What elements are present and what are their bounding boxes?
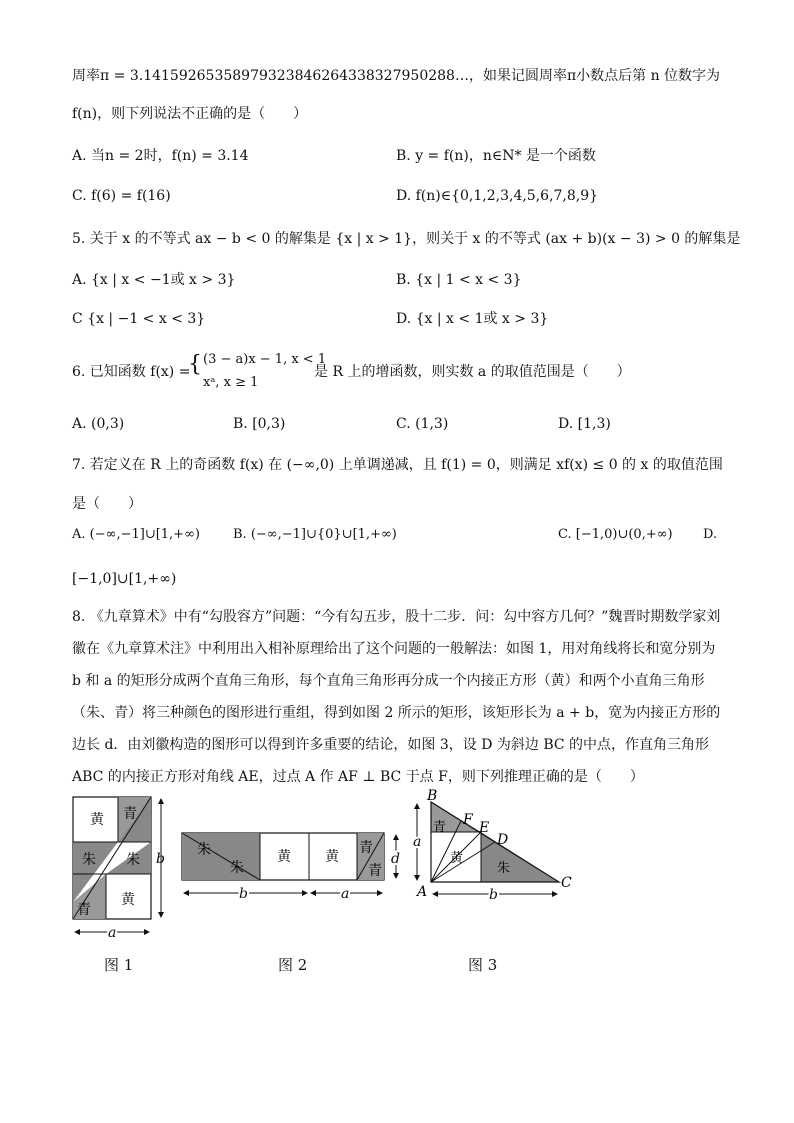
fig3-b-label: b: [489, 887, 498, 903]
figure-1: [64, 790, 174, 940]
q4-option-d: D. f(n)∈{0,1,2,3,4,5,6,7,8,9}: [396, 188, 599, 204]
q4-option-a: A. 当n = 2时，f(n) = 3.14: [72, 148, 249, 164]
q7-line1: 7. 若定义在 R 上的奇函数 f(x) 在 (−∞,0) 上单调递减，且 f(1) = 0，则满足 xf(x) ≤ 0 的 x 的取值范围: [72, 457, 723, 473]
q6-stem-pre: 6. 已知函数 f(x) =: [72, 364, 191, 380]
fig2-a-label: a: [341, 886, 350, 902]
fig1-yellow-top: 黄: [90, 812, 104, 828]
q5-option-b: B. {x | 1 < x < 3}: [396, 272, 522, 288]
q8-line5: 边长 d．由刘徽构造的图形可以得到许多重要的结论，如图 3，设 D 为斜边 BC 的中点，作直角三角形: [72, 737, 710, 753]
figure-1-caption: 图 1: [104, 956, 134, 974]
fig3-yellow-label: 黄: [450, 851, 464, 866]
fig1-red-left: 朱: [82, 852, 96, 868]
q6-option-d: D. [1,3): [558, 416, 611, 432]
fig2-yellow-1: 黄: [277, 849, 291, 865]
q6-brace: {: [188, 352, 202, 377]
q7-option-a: A. (−∞,−1]∪[1,+∞): [72, 527, 200, 542]
fig1-red-right: 朱: [126, 852, 140, 868]
q6-stem-post: 是 R 上的增函数，则实数 a 的取值范围是（ ）: [314, 364, 631, 380]
fig1-cyan-bottom: 青: [77, 902, 91, 918]
fig3-point-d: D: [497, 832, 509, 848]
q6-piece-1: (3 − a)x − 1, x < 1: [203, 352, 327, 367]
fig2-d-label: d: [391, 851, 400, 867]
q7-option-c: C. [−1,0)∪(0,+∞): [558, 527, 673, 542]
fig3-point-b: B: [427, 788, 438, 804]
q8-line6: ABC 的内接正方形对角线 AE，过点 A 作 AF ⊥ BC 于点 F，则下列推理正确的是（ ）: [72, 769, 644, 785]
fig2-cyan-1: 青: [359, 840, 373, 856]
q6-option-a: A. (0,3): [72, 416, 125, 432]
q7-line2: 是（ ）: [72, 496, 142, 512]
q4-option-c: C. f(6) = f(16): [72, 188, 171, 204]
fig2-yellow-2: 黄: [325, 849, 339, 865]
fig3-point-f: F: [463, 812, 473, 828]
fig3-red-label: 朱: [497, 861, 511, 876]
figure-2: [175, 825, 415, 905]
q5-option-d: D. {x | x < 1或 x > 3}: [396, 311, 549, 327]
q8-line1: 8. 《九章算术》中有“勾股容方”问题：“今有勾五步，股十二步．问：勾中容方几何？”魏晋时期数学家刘: [72, 609, 721, 625]
fig1-cyan-top: 青: [123, 806, 137, 822]
fig3-cyan-label: 青: [433, 820, 447, 835]
fig2-red-1: 朱: [197, 842, 211, 858]
figure-2-caption: 图 2: [278, 956, 308, 974]
fig1-b-label: b: [156, 851, 165, 867]
q4-line1: 周率π = 3.1415926535897932384626433832795028​8…，如果记圆周率π小数点后第 n 位数字为: [72, 68, 721, 84]
q6-piece-2: xᵃ, x ≥ 1: [203, 375, 259, 390]
fig3-point-e: E: [479, 820, 490, 836]
fig3-a-label: a: [413, 834, 422, 850]
q7-option-d-label: D.: [703, 527, 718, 542]
figure-3-caption: 图 3: [468, 956, 498, 974]
q6-option-b: B. [0,3): [233, 416, 286, 432]
q8-line3: b 和 a 的矩形分成两个直角三角形，每个直角三角形再分成一个内接正方形（黄）和两个小直角三角形: [72, 673, 705, 689]
q5-stem: 5. 关于 x 的不等式 ax − b < 0 的解集是 {x | x > 1}，则关于 x 的不等式 (ax + b)(x − 3) > 0 的解集是: [72, 231, 741, 247]
q8-line2: 徽在《九章算术注》中利用出入相补原理给出了这个问题的一般解法：如图 1，用对角线将长和宽分别为: [72, 641, 716, 657]
fig1-yellow-bottom: 黄: [121, 892, 135, 908]
figure-3: [405, 788, 585, 908]
q6-option-c: C. (1,3): [396, 416, 449, 432]
q4-line2: f(n)，则下列说法不正确的是（ ）: [72, 106, 308, 122]
fig3-point-c: C: [561, 875, 572, 891]
q4-option-b: B. y = f(n)，n∈N* 是一个函数: [396, 148, 596, 164]
fig1-a-label: a: [108, 925, 117, 940]
fig3-point-a: A: [417, 884, 428, 900]
q5-option-a: A. {x | x < −1或 x > 3}: [72, 272, 236, 288]
q5-option-c: C {x | −1 < x < 3}: [72, 311, 206, 327]
q7-option-b: B. (−∞,−1]∪{0}∪[1,+∞): [233, 527, 397, 542]
fig2-b-label: b: [239, 886, 248, 902]
q8-line4: （朱、青）将三种颜色的图形进行重组，得到如图 2 所示的矩形，该矩形长为 a + b，宽为内接正方形的: [72, 705, 721, 721]
q7-option-d: [−1,0]∪[1,+∞): [72, 571, 177, 587]
fig2-cyan-2: 青: [368, 863, 382, 879]
fig2-red-2: 朱: [230, 860, 244, 876]
